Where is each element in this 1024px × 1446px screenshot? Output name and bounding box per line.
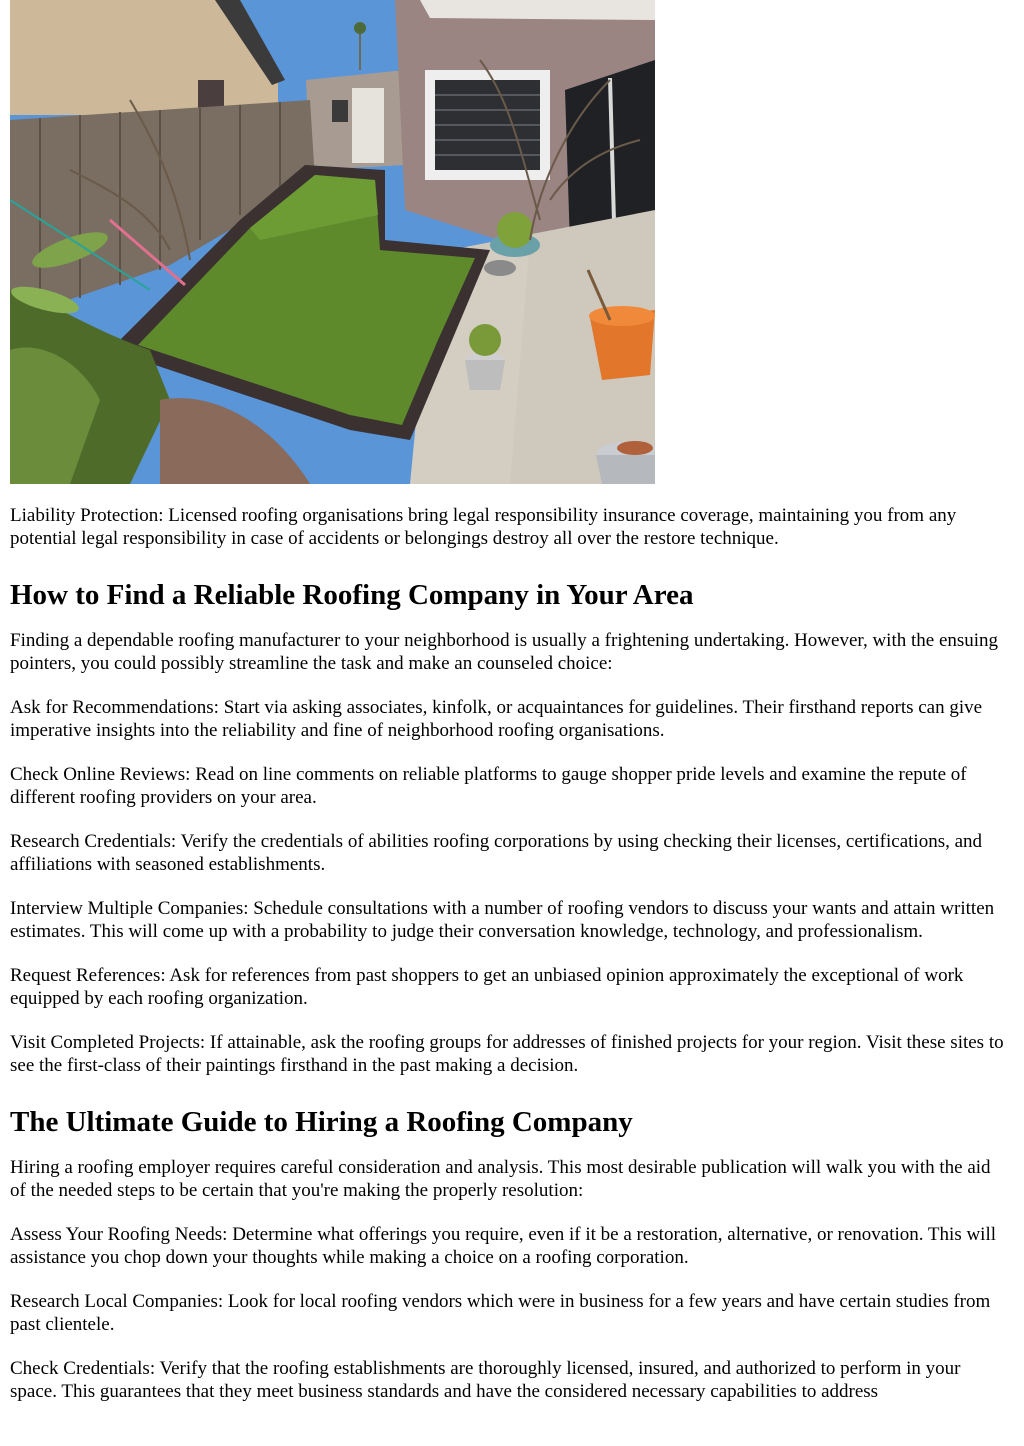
tip-research-credentials: Research Credentials: Verify the credentials of abilities roofing corporations by using checking their licenses, certifications, and affiliations with seasoned establishments. [10, 831, 983, 875]
find-intro-paragraph: Finding a dependable roofing manufacturer to your neighborhood is usually a frightening undertaking. However, with the ensuing pointers, you could possibly streamline the task and make an counseled choice: [10, 630, 999, 674]
tip-visit-projects: Visit Completed Projects: If attainable, ask the roofing groups for addresses of finished projects for your region. Visit these sites to see the first-class of their paintings firsthand in the past making a decision. [10, 1032, 1004, 1076]
section-heading-find-roofing-company: How to Find a Reliable Roofing Company in Your Area [10, 579, 694, 611]
step-assess-needs: Assess Your Roofing Needs: Determine what offerings you require, even if it be a restoration, alternative, or renovation. This will assistance you chop down your thoughts while making a choice on a roofing corporation. [10, 1224, 997, 1268]
section-heading-ultimate-guide: The Ultimate Guide to Hiring a Roofing Company [10, 1106, 633, 1138]
tip-request-references: Request References: Ask for references from past shoppers to get an unbiased opinion approximately the exceptional of work equipped by each roofing organization. [10, 965, 964, 1009]
step-research-local: Research Local Companies: Look for local roofing vendors which were in business for a few years and have certain studies from past clientele. [10, 1291, 991, 1335]
tip-check-online-reviews: Check Online Reviews: Read on line comments on reliable platforms to gauge shopper pride levels and examine the repute of different roofing providers on your area. [10, 764, 967, 808]
guide-intro-paragraph: Hiring a roofing employer requires careful consideration and analysis. This most desirable publication will walk you with the aid of the needed steps to be certain that you're making the properly resolution: [10, 1157, 991, 1201]
article [10, 0, 1010, 1424]
step-check-credentials: Check Credentials: Verify that the roofing establishments are thoroughly licensed, insured, and authorized to perform in your space. This guarantees that they meet business standards and have the considered necessary capabilities to address [10, 1358, 961, 1402]
backyard-artificial-turf-photo [10, 0, 655, 484]
liability-paragraph: Liability Protection: Licensed roofing organisations bring legal responsibility insurance coverage, maintaining you from any potential legal responsibility in case of accidents or belongings destroy all over the restore technique. [10, 505, 957, 549]
tip-interview-companies: Interview Multiple Companies: Schedule consultations with a number of roofing vendors to discuss your wants and attain written estimates. This will come up with a probability to judge their conversation knowledge, technology, and professionalism. [10, 898, 995, 942]
tip-ask-recommendations: Ask for Recommendations: Start via asking associates, kinfolk, or acquaintances for guidelines. Their firsthand reports can give imperative insights into the reliability and fine of neighborhood roofing organisations. [10, 697, 983, 741]
